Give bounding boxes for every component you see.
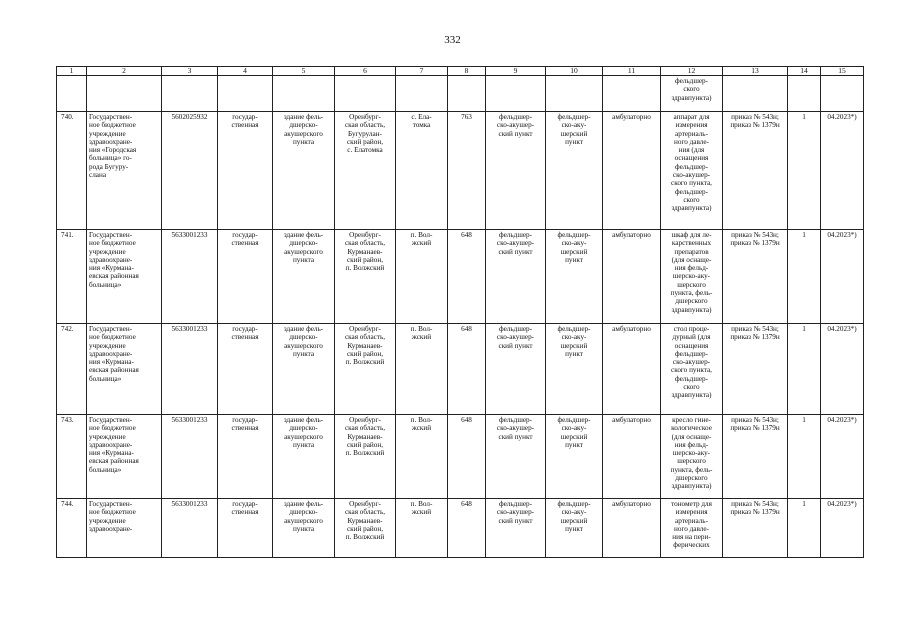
inn-cell: 5602025932 (162, 112, 218, 230)
column-header: 1 (57, 67, 87, 76)
row-number: 741. (57, 230, 87, 324)
institution-cell: Государствен- ное бюджетное учреждение здравоохране- ния «Курмана- евская районная больница» (87, 230, 162, 324)
column-number-row (57, 67, 864, 76)
facilities-table (56, 66, 864, 558)
date-cell: 04.2023*) (821, 230, 864, 324)
population-cell: 648 (448, 230, 486, 324)
care-cell: амбулаторно (603, 499, 661, 558)
population-cell: 763 (448, 112, 486, 230)
column-header: 3 (162, 67, 218, 76)
date-cell: 04.2023*) (821, 112, 864, 230)
unit-type-cell: фельдшер- ско-акушер- ский пункт (486, 230, 546, 324)
date-cell: 04.2023*) (821, 415, 864, 499)
settlement-cell: п. Вол- жский (396, 324, 448, 415)
column-header: 4 (218, 67, 273, 76)
institution-cell: Государствен- ное бюджетное учреждение здравоохране- (87, 499, 162, 558)
unit-cell: фельдшер- ско-аку- шерский пункт (546, 112, 603, 230)
quantity-cell: 1 (788, 112, 821, 230)
ownership-cell: государ- ственная (218, 324, 273, 415)
table-row (57, 324, 864, 415)
settlement-cell: п. Вол- жский (396, 415, 448, 499)
building-cell: здание фель- дшерско- акушерского пункта (273, 499, 335, 558)
care-cell: амбулаторно (603, 230, 661, 324)
equipment-cell: кресло гине- кологическое (для оснаще- ния фельд- шерско-аку- шерского пункта, фель- дшерского здравпункта) (661, 415, 723, 499)
column-header: 12 (661, 67, 723, 76)
address-cell: Оренбург- ская область, Курманаев- ский район, п. Волжский (335, 499, 396, 558)
column-header: 9 (486, 67, 546, 76)
institution-cell: Государствен- ное бюджетное учреждение здравоохране- ния «Курмана- евская районная больница» (87, 415, 162, 499)
column-header: 8 (448, 67, 486, 76)
row-number: 740. (57, 112, 87, 230)
unit-cell: фельдшер- ско-аку- шерский пункт (546, 499, 603, 558)
quantity-cell: 1 (788, 230, 821, 324)
settlement-cell: п. Вол- жский (396, 499, 448, 558)
inn-cell: 5633001233 (162, 415, 218, 499)
page-number: 332 (444, 34, 461, 46)
care-cell: амбулаторно (603, 415, 661, 499)
column-header: 11 (603, 67, 661, 76)
table-row (57, 415, 864, 499)
inn-cell: 5633001233 (162, 324, 218, 415)
quantity-cell: 1 (788, 415, 821, 499)
ownership-cell: государ- ственная (218, 112, 273, 230)
orders-cell: приказ № 543н; приказ № 1379н (723, 415, 788, 499)
building-cell: здание фель- дшерско- акушерского пункта (273, 230, 335, 324)
unit-cell: фельдшер- ско-аку- шерский пункт (546, 415, 603, 499)
row-number: 743. (57, 415, 87, 499)
equipment-cell: тонометр для измерения артериаль- ного давле- ния на пери- ферических (661, 499, 723, 558)
settlement-cell: п. Вол- жский (396, 230, 448, 324)
unit-cell: фельдшер- ско-аку- шерский пункт (546, 230, 603, 324)
column-header: 6 (335, 67, 396, 76)
orders-cell: приказ № 543н; приказ № 1379н (723, 230, 788, 324)
column-header: 2 (87, 67, 162, 76)
population-cell: 648 (448, 415, 486, 499)
ownership-cell: государ- ственная (218, 230, 273, 324)
table-row (57, 230, 864, 324)
unit-type-cell: фельдшер- ско-акушер- ский пункт (486, 324, 546, 415)
orders-cell: приказ № 543н; приказ № 1379н (723, 324, 788, 415)
inn-cell: 5633001233 (162, 499, 218, 558)
continuation-row (57, 76, 864, 112)
settlement-cell: с. Ела- томка (396, 112, 448, 230)
address-cell: Оренбург- ская область, Бугурулан- ский район, с. Елатомка (335, 112, 396, 230)
column-header: 13 (723, 67, 788, 76)
column-header: 10 (546, 67, 603, 76)
equipment-cell: шкаф для ле- карственных препаратов (для оснаще- ния фельд- шерско-аку- шерского пункта, фель- дшерского здравпункта) (661, 230, 723, 324)
building-cell: здание фель- дшерско- акушерского пункта (273, 324, 335, 415)
unit-type-cell: фельдшер- ско-акушер- ский пункт (486, 112, 546, 230)
address-cell: Оренбург- ская область, Курманаев- ский район, п. Волжский (335, 230, 396, 324)
ownership-cell: государ- ственная (218, 499, 273, 558)
care-cell: амбулаторно (603, 324, 661, 415)
building-cell: здание фель- дшерско- акушерского пункта (273, 112, 335, 230)
institution-cell: Государствен- ное бюджетное учреждение здравоохране- ния «Городская больница» го- рода Бугуру- слана (87, 112, 162, 230)
orders-cell: приказ № 543н; приказ № 1379н (723, 112, 788, 230)
care-cell: амбулаторно (603, 112, 661, 230)
row-number: 744. (57, 499, 87, 558)
equipment-cell: стол проце- дурный (для оснащения фельдшер- ско-акушер- ского пункта, фельдшер- ского здравпункта) (661, 324, 723, 415)
equipment-cell: аппарат для измерения артериаль- ного давле- ния (для оснащения фельдшер- ско-акушер- ского пункта, фельдшер- ского здравпункта) (661, 112, 723, 230)
column-header: 14 (788, 67, 821, 76)
address-cell: Оренбург- ская область, Курманаев- ский район, п. Волжский (335, 324, 396, 415)
date-cell: 04.2023*) (821, 324, 864, 415)
column-header: 5 (273, 67, 335, 76)
inn-cell: 5633001233 (162, 230, 218, 324)
ownership-cell: государ- ственная (218, 415, 273, 499)
column-header: 15 (821, 67, 864, 76)
unit-type-cell: фельдшер- ско-акушер- ский пункт (486, 415, 546, 499)
unit-type-cell: фельдшер- ско-акушер- ский пункт (486, 499, 546, 558)
table-row (57, 499, 864, 558)
date-cell: 04.2023*) (821, 499, 864, 558)
population-cell: 648 (448, 324, 486, 415)
table-row (57, 112, 864, 230)
quantity-cell: 1 (788, 324, 821, 415)
equipment-cell: фельдшер- ского здравпункта) (661, 76, 723, 112)
population-cell: 648 (448, 499, 486, 558)
orders-cell: приказ № 543н; приказ № 1379н (723, 499, 788, 558)
column-header: 7 (396, 67, 448, 76)
institution-cell: Государствен- ное бюджетное учреждение здравоохране- ния «Курмана- евская районная больница» (87, 324, 162, 415)
quantity-cell: 1 (788, 499, 821, 558)
unit-cell: фельдшер- ско-аку- шерский пункт (546, 324, 603, 415)
building-cell: здание фель- дшерско- акушерского пункта (273, 415, 335, 499)
address-cell: Оренбург- ская область, Курманаев- ский район, п. Волжский (335, 415, 396, 499)
row-number: 742. (57, 324, 87, 415)
